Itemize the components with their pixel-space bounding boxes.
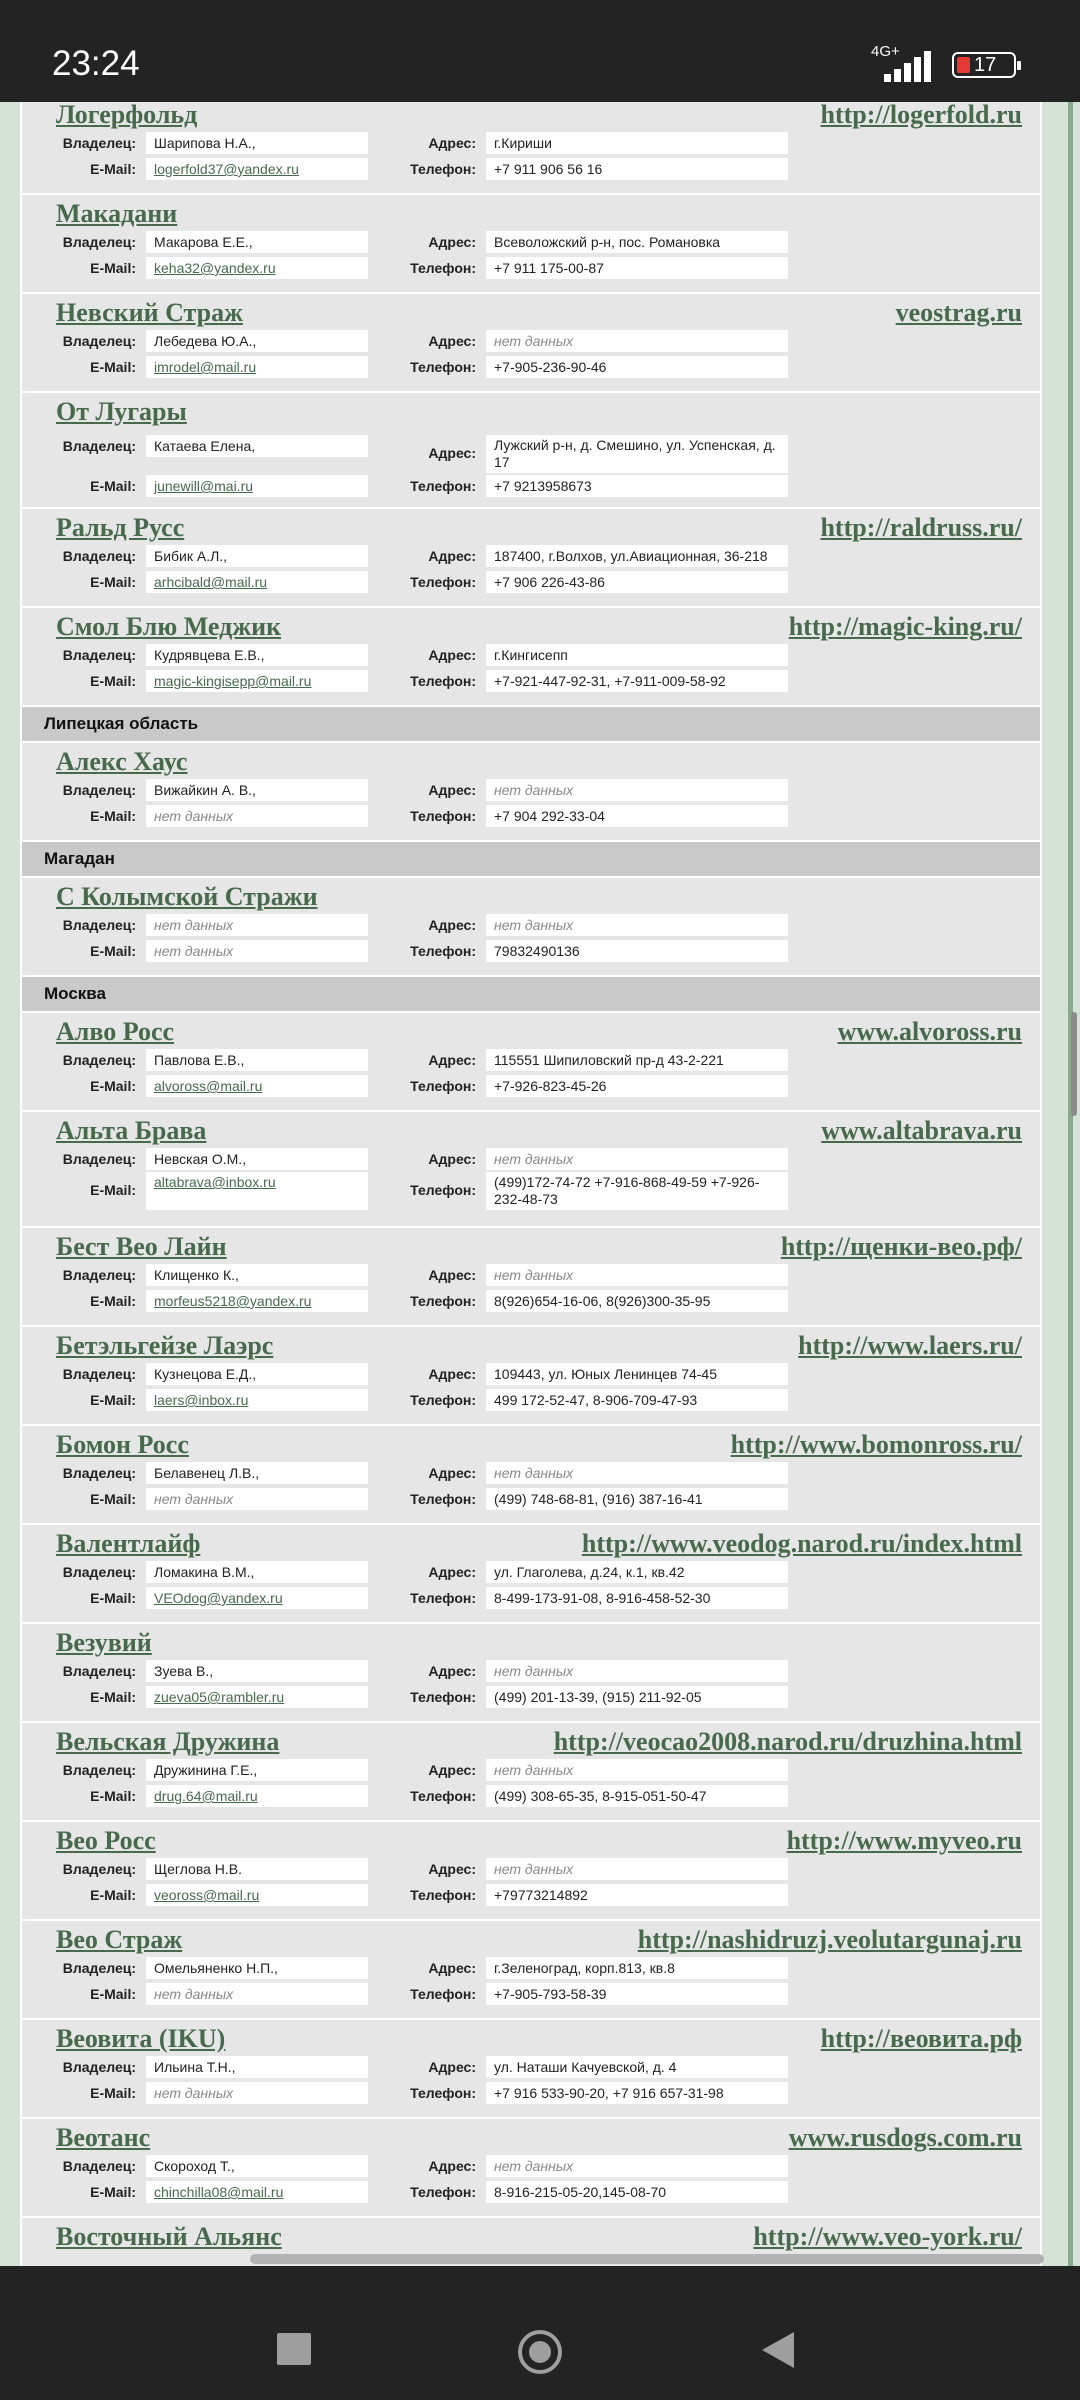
address-field: 115551 Шипиловский пр-д 43-2-221 bbox=[486, 1049, 788, 1071]
email-label: E-Mail: bbox=[90, 1590, 136, 1606]
address-field: нет данных bbox=[486, 1462, 788, 1484]
phone-label: Телефон: bbox=[410, 1788, 476, 1804]
kennel-name-link[interactable]: Вео Страж bbox=[56, 1925, 183, 1954]
phone-label: Телефон: bbox=[410, 574, 476, 590]
address-field: г.Зеленоград, корп.813, кв.8 bbox=[486, 1957, 788, 1979]
kennel-name-link[interactable]: Альта Брава bbox=[56, 1116, 207, 1145]
address-field: нет данных bbox=[486, 1660, 788, 1682]
owner-field: Невская О.М., bbox=[146, 1148, 368, 1170]
address-label: Адрес: bbox=[428, 1151, 476, 1167]
breeder-entry bbox=[22, 1013, 1040, 1112]
breeder-list bbox=[20, 102, 1042, 2266]
phone-label: Телефон: bbox=[410, 2184, 476, 2200]
owner-field: Бибик А.Л., bbox=[146, 545, 368, 567]
kennel-name-link[interactable]: Веотанс bbox=[56, 2123, 151, 2152]
kennel-name-link[interactable]: Ральд Русс bbox=[56, 513, 185, 542]
email-field[interactable]: alvoross@mail.ru bbox=[146, 1075, 368, 1097]
phone-label: Телефон: bbox=[410, 1887, 476, 1903]
owner-field: Клищенко К., bbox=[146, 1264, 368, 1286]
email-field[interactable]: junewill@mai.ru bbox=[146, 475, 368, 497]
address-label: Адрес: bbox=[428, 1564, 476, 1580]
breeder-entry bbox=[22, 1624, 1040, 1723]
kennel-site-link[interactable]: http://veocao2008.narod.ru/druzhina.html bbox=[553, 1727, 1022, 1756]
phone-field: (499) 748-68-81, (916) 387-16-41 bbox=[486, 1488, 788, 1510]
breeder-entry bbox=[22, 2119, 1040, 2218]
phone-field: +7-905-793-58-39 bbox=[486, 1983, 788, 2005]
owner-field: Ломакина В.М., bbox=[146, 1561, 368, 1583]
phone-field: +7 911 175-00-87 bbox=[486, 257, 788, 279]
battery-level: 17 bbox=[974, 54, 997, 76]
email-label: E-Mail: bbox=[90, 359, 136, 375]
email-field: нет данных bbox=[146, 940, 368, 962]
kennel-name-link[interactable]: Веовита (IKU) bbox=[56, 2024, 226, 2053]
kennel-site-link[interactable]: http://nashidruzj.veolutargunaj.ru bbox=[637, 1925, 1022, 1954]
address-field: нет данных bbox=[486, 330, 788, 352]
right-rail bbox=[1068, 102, 1073, 2266]
phone-field: +7-921-447-92-31, +7-911-009-58-92 bbox=[486, 670, 788, 692]
kennel-site-link[interactable]: http://logerfold.ru bbox=[820, 102, 1022, 129]
navigation-bar bbox=[0, 2266, 1080, 2400]
phone-field: +7 911 906 56 16 bbox=[486, 158, 788, 180]
email-field: нет данных bbox=[146, 2082, 368, 2104]
phone-label: Телефон: bbox=[410, 1392, 476, 1408]
phone-field: (499)172-74-72 +7-916-868-49-59 +7-926-232-48-73 bbox=[486, 1172, 788, 1210]
email-label: E-Mail: bbox=[90, 1788, 136, 1804]
owner-label: Владелец: bbox=[62, 333, 136, 349]
owner-field: Вижайкин А. В., bbox=[146, 779, 368, 801]
owner-label: Владелец: bbox=[62, 548, 136, 564]
address-field: нет данных bbox=[486, 914, 788, 936]
phone-label: Телефон: bbox=[410, 2085, 476, 2101]
owner-field: Шарипова Н.А., bbox=[146, 132, 368, 154]
email-field[interactable]: veoross@mail.ru bbox=[146, 1884, 368, 1906]
address-field: Лужский р-н, д. Смешино, ул. Успенская, д. 17 bbox=[486, 435, 788, 473]
email-field[interactable]: arhcibald@mail.ru bbox=[146, 571, 368, 593]
email-field[interactable]: zueva05@rambler.ru bbox=[146, 1686, 368, 1708]
email-field[interactable]: chinchilla08@mail.ru bbox=[146, 2181, 368, 2203]
home-icon[interactable] bbox=[518, 2330, 562, 2374]
breeder-entry bbox=[22, 195, 1040, 294]
owner-label: Владелец: bbox=[62, 1861, 136, 1877]
owner-field: Макарова Е.Е., bbox=[146, 231, 368, 253]
breeder-entry bbox=[22, 743, 1040, 842]
owner-label: Владелец: bbox=[62, 1762, 136, 1778]
region-header: Москва bbox=[22, 977, 1040, 1013]
region-header: Липецкая область bbox=[22, 707, 1040, 743]
email-label: E-Mail: bbox=[90, 574, 136, 590]
address-field: нет данных bbox=[486, 1858, 788, 1880]
email-label: E-Mail: bbox=[90, 1887, 136, 1903]
phone-field: 79832490136 bbox=[486, 940, 788, 962]
email-field[interactable]: imrodel@mail.ru bbox=[146, 356, 368, 378]
address-label: Адрес: bbox=[428, 1960, 476, 1976]
kennel-site-link[interactable]: http://www.veo-york.ru/ bbox=[753, 2222, 1022, 2251]
address-label: Адрес: bbox=[428, 917, 476, 933]
address-label: Адрес: bbox=[428, 2158, 476, 2174]
owner-label: Владелец: bbox=[62, 438, 136, 454]
owner-field: Зуева В., bbox=[146, 1660, 368, 1682]
kennel-name-link[interactable]: Везувий bbox=[56, 1628, 152, 1657]
address-label: Адрес: bbox=[428, 333, 476, 349]
phone-field: 8-499-173-91-08, 8-916-458-52-30 bbox=[486, 1587, 788, 1609]
kennel-site-link[interactable]: www.altabrava.ru bbox=[821, 1116, 1022, 1145]
address-label: Адрес: bbox=[428, 647, 476, 663]
kennel-name-link[interactable]: Смол Блю Меджик bbox=[56, 612, 282, 641]
owner-label: Владелец: bbox=[62, 1052, 136, 1068]
kennel-site-link[interactable]: http://raldruss.ru/ bbox=[820, 513, 1022, 542]
breeder-entry bbox=[22, 878, 1040, 977]
breeder-entry bbox=[22, 2020, 1040, 2119]
phone-label: Телефон: bbox=[410, 1491, 476, 1507]
owner-field: Павлова Е.В., bbox=[146, 1049, 368, 1071]
phone-label: Телефон: bbox=[410, 1182, 476, 1198]
breeder-entry bbox=[22, 294, 1040, 393]
owner-label: Владелец: bbox=[62, 1267, 136, 1283]
kennel-name-link[interactable]: Валентлайф bbox=[56, 1529, 201, 1558]
breeder-entry bbox=[22, 1822, 1040, 1921]
email-field[interactable]: altabrava@inbox.ru bbox=[146, 1172, 368, 1210]
address-label: Адрес: bbox=[428, 1267, 476, 1283]
email-field: нет данных bbox=[146, 1983, 368, 2005]
kennel-site-link[interactable]: www.rusdogs.com.ru bbox=[788, 2123, 1022, 2152]
kennel-name-link[interactable]: Алво Росс bbox=[56, 1017, 175, 1046]
address-label: Адрес: bbox=[428, 234, 476, 250]
phone-label: Телефон: bbox=[410, 1689, 476, 1705]
owner-label: Владелец: bbox=[62, 234, 136, 250]
email-field[interactable]: morfeus5218@yandex.ru bbox=[146, 1290, 368, 1312]
email-label: E-Mail: bbox=[90, 1078, 136, 1094]
owner-field: Ильина Т.Н., bbox=[146, 2056, 368, 2078]
email-field[interactable]: logerfold37@yandex.ru bbox=[146, 158, 368, 180]
address-label: Адрес: bbox=[428, 548, 476, 564]
owner-label: Владелец: bbox=[62, 1564, 136, 1580]
address-label: Адрес: bbox=[428, 1366, 476, 1382]
email-label: E-Mail: bbox=[90, 478, 136, 494]
breeder-entry bbox=[22, 509, 1040, 608]
kennel-name-link[interactable]: Бомон Росс bbox=[56, 1430, 189, 1459]
phone-field: +79773214892 bbox=[486, 1884, 788, 1906]
owner-label: Владелец: bbox=[62, 2158, 136, 2174]
phone-field: 8-916-215-05-20,145-08-70 bbox=[486, 2181, 788, 2203]
breeder-entry bbox=[22, 102, 1040, 195]
phone-field: 8(926)654-16-06, 8(926)300-35-95 bbox=[486, 1290, 788, 1312]
network-type: 4G+ bbox=[871, 43, 900, 60]
owner-field: Белавенец Л.В., bbox=[146, 1462, 368, 1484]
address-label: Адрес: bbox=[428, 135, 476, 151]
owner-label: Владелец: bbox=[62, 1151, 136, 1167]
address-label: Адрес: bbox=[428, 782, 476, 798]
owner-field: Лебедева Ю.А., bbox=[146, 330, 368, 352]
breeder-entry bbox=[22, 1921, 1040, 2020]
phone-label: Телефон: bbox=[410, 673, 476, 689]
phone-field: +7-905-236-90-46 bbox=[486, 356, 788, 378]
address-field: 187400, г.Волхов, ул.Авиационная, 36-218 bbox=[486, 545, 788, 567]
phone-field: (499) 308-65-35, 8-915-051-50-47 bbox=[486, 1785, 788, 1807]
email-label: E-Mail: bbox=[90, 1986, 136, 2002]
email-field[interactable]: magic-kingisepp@mail.ru bbox=[146, 670, 368, 692]
address-field: нет данных bbox=[486, 1759, 788, 1781]
phone-field: +7-926-823-45-26 bbox=[486, 1075, 788, 1097]
vertical-scrollbar[interactable] bbox=[1071, 1012, 1077, 1116]
owner-field: Омельяненко Н.П., bbox=[146, 1957, 368, 1979]
kennel-name-link[interactable]: Бест Вео Лайн bbox=[56, 1232, 227, 1261]
region-header: Магадан bbox=[22, 842, 1040, 878]
recent-apps-icon[interactable] bbox=[277, 2333, 311, 2365]
phone-field: (499) 201-13-39, (915) 211-92-05 bbox=[486, 1686, 788, 1708]
breeder-entry bbox=[22, 608, 1040, 707]
status-time: 23:24 bbox=[52, 44, 140, 83]
phone-label: Телефон: bbox=[410, 1590, 476, 1606]
owner-label: Владелец: bbox=[62, 647, 136, 663]
phone-field: +7 916 533-90-20, +7 916 657-31-98 bbox=[486, 2082, 788, 2104]
phone-field: +7 9213958673 bbox=[486, 475, 788, 497]
address-label: Адрес: bbox=[428, 1465, 476, 1481]
phone-label: Телефон: bbox=[410, 1986, 476, 2002]
email-field: нет данных bbox=[146, 1488, 368, 1510]
back-icon[interactable] bbox=[762, 2332, 794, 2368]
owner-label: Владелец: bbox=[62, 1366, 136, 1382]
email-field[interactable]: VEOdog@yandex.ru bbox=[146, 1587, 368, 1609]
breeder-entry bbox=[22, 1228, 1040, 1327]
owner-label: Владелец: bbox=[62, 782, 136, 798]
phone-field: +7 906 226-43-86 bbox=[486, 571, 788, 593]
phone-label: Телефон: bbox=[410, 260, 476, 276]
kennel-name-link[interactable]: Восточный Альянс bbox=[56, 2222, 282, 2251]
signal-icon bbox=[884, 50, 940, 82]
kennel-site-link[interactable]: http://magic-king.ru/ bbox=[788, 612, 1022, 641]
email-field[interactable]: drug.64@mail.ru bbox=[146, 1785, 368, 1807]
address-field: нет данных bbox=[486, 2155, 788, 2177]
breeder-entry bbox=[22, 1112, 1040, 1228]
address-field: нет данных bbox=[486, 779, 788, 801]
breeder-entry bbox=[22, 1426, 1040, 1525]
kennel-site-link[interactable]: http://www.bomonross.ru/ bbox=[730, 1430, 1022, 1459]
owner-label: Владелец: bbox=[62, 917, 136, 933]
breeder-entry bbox=[22, 1327, 1040, 1426]
kennel-site-link[interactable]: http://щенки-вео.рф/ bbox=[780, 1232, 1022, 1261]
owner-label: Владелец: bbox=[62, 1465, 136, 1481]
address-label: Адрес: bbox=[428, 445, 476, 461]
phone-label: Телефон: bbox=[410, 808, 476, 824]
address-field: нет данных bbox=[486, 1148, 788, 1170]
status-bar bbox=[0, 0, 1080, 102]
owner-label: Владелец: bbox=[62, 1663, 136, 1679]
kennel-name-link[interactable]: Бетэльгейзе Лаэрс bbox=[56, 1331, 274, 1360]
email-label: E-Mail: bbox=[90, 1182, 136, 1198]
owner-label: Владелец: bbox=[62, 135, 136, 151]
address-field: г.Кириши bbox=[486, 132, 788, 154]
address-field: ул. Наташи Качуевской, д. 4 bbox=[486, 2056, 788, 2078]
kennel-site-link[interactable]: veostrag.ru bbox=[895, 298, 1022, 327]
kennel-name-link[interactable]: Вео Росс bbox=[56, 1826, 156, 1855]
email-label: E-Mail: bbox=[90, 2184, 136, 2200]
kennel-site-link[interactable]: http://веовита.рф bbox=[820, 2024, 1022, 2053]
kennel-name-link[interactable]: Логерфольд bbox=[56, 102, 198, 129]
breeder-entry bbox=[22, 1723, 1040, 1822]
horizontal-scrollbar[interactable] bbox=[250, 2254, 1044, 2264]
owner-field: Щеглова Н.В. bbox=[146, 1858, 368, 1880]
owner-field: Дружинина Г.Е., bbox=[146, 1759, 368, 1781]
owner-field: Катаева Елена, bbox=[146, 435, 368, 457]
owner-field: Кудрявцева Е.В., bbox=[146, 644, 368, 666]
phone-label: Телефон: bbox=[410, 943, 476, 959]
kennel-name-link[interactable]: От Лугары bbox=[56, 397, 187, 426]
breeder-entry bbox=[22, 393, 1040, 509]
owner-label: Владелец: bbox=[62, 2059, 136, 2075]
kennel-name-link[interactable]: Макадани bbox=[56, 199, 178, 228]
kennel-site-link[interactable]: http://www.veodog.narod.ru/index.html bbox=[581, 1529, 1022, 1558]
phone-field: +7 904 292-33-04 bbox=[486, 805, 788, 827]
email-field: нет данных bbox=[146, 805, 368, 827]
kennel-name-link[interactable]: Вельская Дружина bbox=[56, 1727, 280, 1756]
email-label: E-Mail: bbox=[90, 161, 136, 177]
kennel-site-link[interactable]: http://www.myveo.ru bbox=[786, 1826, 1022, 1855]
email-label: E-Mail: bbox=[90, 260, 136, 276]
kennel-name-link[interactable]: Невский Страж bbox=[56, 298, 243, 327]
email-label: E-Mail: bbox=[90, 1491, 136, 1507]
address-field: Всеволожский р-н, пос. Романовка bbox=[486, 231, 788, 253]
owner-field: Скороход Т., bbox=[146, 2155, 368, 2177]
phone-label: Телефон: bbox=[410, 478, 476, 494]
owner-label: Владелец: bbox=[62, 1960, 136, 1976]
phone-label: Телефон: bbox=[410, 161, 476, 177]
address-label: Адрес: bbox=[428, 1052, 476, 1068]
kennel-site-link[interactable]: http://www.laers.ru/ bbox=[798, 1331, 1022, 1360]
kennel-site-link[interactable]: www.alvoross.ru bbox=[837, 1017, 1022, 1046]
owner-field: нет данных bbox=[146, 914, 368, 936]
address-label: Адрес: bbox=[428, 1663, 476, 1679]
address-label: Адрес: bbox=[428, 1762, 476, 1778]
phone-label: Телефон: bbox=[410, 359, 476, 375]
web-page[interactable] bbox=[0, 102, 1080, 2266]
address-field: г.Кингисепп bbox=[486, 644, 788, 666]
email-label: E-Mail: bbox=[90, 808, 136, 824]
battery-icon bbox=[952, 52, 1016, 78]
email-label: E-Mail: bbox=[90, 2085, 136, 2101]
phone-label: Телефон: bbox=[410, 1293, 476, 1309]
address-field: 109443, ул. Юных Ленинцев 74-45 bbox=[486, 1363, 788, 1385]
email-field[interactable]: keha32@yandex.ru bbox=[146, 257, 368, 279]
address-field: ул. Глаголева, д.24, к.1, кв.42 bbox=[486, 1561, 788, 1583]
address-label: Адрес: bbox=[428, 2059, 476, 2075]
email-field[interactable]: laers@inbox.ru bbox=[146, 1389, 368, 1411]
owner-field: Кузнецова Е.Д., bbox=[146, 1363, 368, 1385]
phone-field: 499 172-52-47, 8-906-709-47-93 bbox=[486, 1389, 788, 1411]
breeder-entry bbox=[22, 1525, 1040, 1624]
address-field: нет данных bbox=[486, 1264, 788, 1286]
email-label: E-Mail: bbox=[90, 943, 136, 959]
phone-label: Телефон: bbox=[410, 1078, 476, 1094]
kennel-name-link[interactable]: Алекс Хаус bbox=[56, 747, 188, 776]
address-label: Адрес: bbox=[428, 1861, 476, 1877]
email-label: E-Mail: bbox=[90, 1293, 136, 1309]
email-label: E-Mail: bbox=[90, 673, 136, 689]
email-label: E-Mail: bbox=[90, 1392, 136, 1408]
email-label: E-Mail: bbox=[90, 1689, 136, 1705]
kennel-name-link[interactable]: С Колымской Стражи bbox=[56, 882, 318, 911]
